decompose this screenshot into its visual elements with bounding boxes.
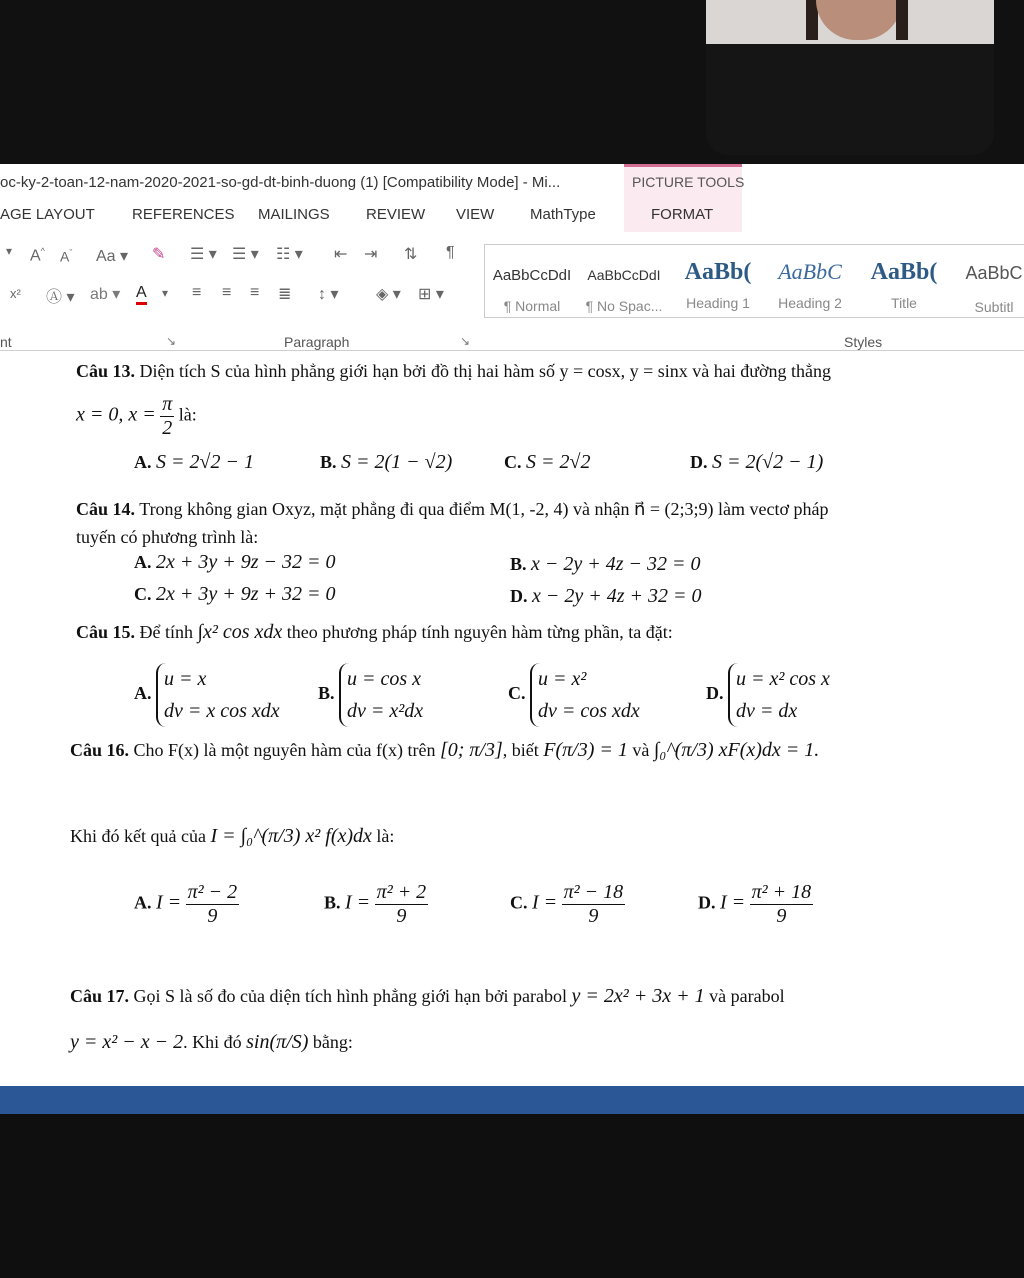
q16-line2 — [70, 825, 394, 848]
align-right-icon[interactable]: ≡ — [250, 284, 260, 301]
q15-c-u: u = x² — [538, 668, 587, 690]
q13-c: S = 2√2 — [526, 451, 591, 473]
q13-bounds: x = 0, x = — [76, 403, 156, 426]
style-no-spacing[interactable] — [579, 259, 669, 314]
q16-line2-text: Khi đó kết quả của — [70, 826, 206, 846]
q16-a-fraction — [186, 881, 240, 928]
paragraph-dialog-launcher-icon[interactable]: ↘ — [460, 334, 471, 348]
q16-option-c: C. I = $\frac{\text{π² − 18}}{9}$ — [510, 881, 624, 927]
q15-a-u: u = x — [164, 668, 207, 690]
option-label: B. — [318, 683, 335, 704]
q15-d-system — [728, 663, 830, 727]
tab-view[interactable]: VIEW — [456, 206, 495, 223]
q15-text: theo phương pháp tính nguyên hàm từng phần, ta đặt: — [286, 622, 673, 642]
webcam-overlay — [706, 0, 994, 155]
q16-a-num: π² − 2 — [187, 881, 238, 903]
font-color-dropdown-icon[interactable]: ▾ — [162, 286, 169, 300]
q16-integral-i: I = ∫₀^(π/3) x² f(x)dx — [210, 825, 372, 847]
q16-c-num: π² − 18 — [563, 881, 624, 903]
option-label: C. — [510, 892, 528, 913]
bullets-icon[interactable]: ☰ ▾ — [190, 246, 217, 263]
style-preview: AaBb( — [684, 259, 752, 285]
highlight-icon[interactable]: ab ▾ — [90, 286, 121, 303]
q13-option-b — [320, 451, 452, 474]
status-bar — [0, 1086, 1024, 1114]
tab-references[interactable]: REFERENCES — [132, 206, 235, 223]
q15-pre: Để tính — [139, 622, 194, 642]
style-name: ¶ Normal — [503, 298, 561, 314]
q16-option-d: D. I = $\frac{\text{π² + 18}}{9}$ — [698, 881, 812, 927]
line-spacing-icon[interactable]: ↕ ▾ — [318, 286, 339, 303]
tab-format[interactable]: FORMAT — [651, 206, 714, 223]
screen-bottom-area — [0, 1114, 1024, 1278]
q14-c: 2x + 3y + 9z + 32 = 0 — [156, 583, 336, 605]
q16-text2: , biết — [502, 740, 539, 760]
style-preview: AaBbC — [778, 259, 842, 284]
q15-a-dv: dv = x cos xdx — [164, 700, 280, 722]
style-normal[interactable] — [487, 259, 577, 314]
option-label: A. — [134, 683, 152, 704]
option-label: D. — [510, 586, 528, 606]
q13-tail: là: — [178, 404, 197, 425]
style-heading-1[interactable] — [673, 259, 763, 311]
q14-text: Trong không gian Oxyz, mặt phẳng đi qua điểm M(1, -2, 4) và nhận n⃗ = (2;3;9) làm vectơ pháp — [139, 499, 829, 519]
q15-b-system — [339, 663, 423, 727]
q14-b: x − 2y + 4z − 32 = 0 — [531, 553, 701, 575]
style-name: Heading 2 — [778, 295, 842, 311]
q14-option-a — [134, 551, 336, 574]
style-name: Title — [891, 295, 917, 311]
q13-fraction — [160, 393, 174, 440]
q16-text1: Cho F(x) là một nguyên hàm của f(x) trên — [133, 740, 436, 760]
q16-and: và — [632, 740, 650, 760]
sort-icon[interactable]: ⇅ — [404, 246, 418, 263]
q15-option-d — [706, 663, 830, 727]
q16-b-num: π² + 2 — [376, 881, 427, 903]
q17-eq1: y = 2x² + 3x + 1 — [571, 985, 705, 1007]
tab-page-layout[interactable]: AGE LAYOUT — [0, 206, 95, 223]
q14-option-b — [510, 553, 701, 576]
q14-option-d — [510, 585, 702, 608]
style-name: ¶ No Spac... — [585, 298, 663, 314]
style-preview: AaBbC — [965, 263, 1023, 283]
shading-icon[interactable]: ◈ ▾ — [376, 286, 401, 303]
change-case-icon[interactable]: Aa ▾ — [96, 248, 129, 265]
q14-option-c — [134, 583, 336, 606]
q17-number: Câu 17. — [70, 986, 130, 1006]
option-label: A. — [134, 452, 152, 472]
option-label: D. — [706, 683, 724, 704]
q16-line1 — [70, 739, 819, 762]
ribbon — [0, 232, 1024, 351]
q13-frac-bottom: 2 — [162, 417, 173, 439]
q17-eq2: y = x² − x − 2 — [70, 1031, 184, 1053]
text-effects-icon[interactable]: Ⓐ ▾ — [46, 289, 75, 306]
q16-c-fraction — [562, 881, 626, 928]
group-paragraph-label: Paragraph — [284, 334, 350, 350]
q17-text: Gọi S là số đo của diện tích hình phẳng giới hạn bởi parabol — [133, 986, 567, 1006]
q16-a-den: 9 — [207, 905, 218, 927]
style-preview: AaBb( — [870, 259, 938, 285]
webcam-hair-right — [896, 0, 908, 40]
option-label: D. — [690, 452, 708, 472]
style-preview: AaBbCcDdI — [587, 267, 661, 283]
q14-line1 — [76, 499, 829, 520]
q13-line2 — [76, 393, 197, 440]
q14-a: 2x + 3y + 9z − 32 = 0 — [156, 551, 336, 573]
tab-review[interactable]: REVIEW — [366, 206, 426, 223]
q13-a: S = 2√2 − 1 — [156, 451, 254, 473]
decrease-indent-icon[interactable]: ⇤ — [334, 246, 348, 263]
q15-c-system — [530, 663, 640, 727]
group-styles-label: Styles — [844, 334, 883, 350]
q15-c-dv: dv = cos xdx — [538, 700, 640, 722]
q14-number: Câu 14. — [76, 499, 136, 519]
q13-frac-top: π — [162, 393, 173, 415]
q15-option-a — [134, 663, 280, 727]
q15-option-b — [318, 663, 423, 727]
clear-format-icon[interactable]: ✎ — [152, 246, 166, 263]
numbering-icon[interactable]: ☰ ▾ — [232, 246, 259, 263]
q16-c-den: 9 — [588, 905, 599, 927]
show-marks-icon[interactable]: ¶ — [446, 244, 455, 261]
q16-cond2: ∫₀^(π/3) xF(x)dx = 1. — [653, 739, 820, 761]
q15-b-dv: dv = x²dx — [347, 700, 424, 722]
q15-line1 — [76, 621, 673, 644]
option-label: C. — [134, 584, 152, 604]
borders-icon[interactable]: ⊞ ▾ — [418, 286, 444, 303]
option-label: C. — [508, 683, 526, 704]
q13-text: Diện tích S của hình phẳng giới hạn bởi đồ thị hai hàm số y = cosx, y = sinx và hai đường thẳng — [139, 361, 832, 381]
q16-tail: là: — [376, 826, 395, 846]
option-label: B. — [510, 554, 527, 574]
group-font-label: nt — [0, 334, 12, 350]
q17-text3: . Khi đó — [183, 1032, 242, 1052]
style-title[interactable] — [859, 259, 949, 311]
option-label: A. — [134, 552, 152, 572]
q16-d-den: 9 — [776, 905, 787, 927]
title-bar — [0, 164, 1024, 198]
q16-option-b: B. I = $\frac{\text{π² + 2}}{9}$ — [324, 881, 427, 927]
q13-number: Câu 13. — [76, 361, 136, 381]
font-color-icon[interactable]: A — [136, 284, 147, 305]
option-label: B. — [324, 892, 341, 913]
option-label: D. — [698, 892, 716, 913]
q17-tail: bằng: — [312, 1032, 353, 1052]
q16-option-a: A. I = $\frac{\text{π² − 2}}{9}$ — [134, 881, 238, 927]
q17-text2: và parabol — [709, 986, 785, 1006]
tab-mailings[interactable]: MAILINGS — [258, 206, 330, 223]
font-dialog-launcher-icon[interactable]: ↘ — [166, 334, 177, 348]
multilevel-list-icon[interactable]: ☷ ▾ — [276, 246, 303, 263]
q16-b-fraction — [375, 881, 429, 928]
q13-d: S = 2(√2 − 1) — [712, 451, 824, 473]
q17-sin: sin(π/S) — [246, 1031, 309, 1053]
picture-tools-label: PICTURE TOOLS — [632, 174, 745, 190]
q13-line1 — [76, 361, 831, 382]
q14-d: x − 2y + 4z + 32 = 0 — [532, 585, 702, 607]
grow-font-icon[interactable]: A^ — [30, 246, 45, 265]
q16-number: Câu 16. — [70, 740, 130, 760]
style-name: Heading 1 — [686, 295, 750, 311]
q16-interval: [0; π/3] — [439, 739, 503, 761]
style-preview: AaBbCcDdI — [492, 267, 572, 284]
q17-line2 — [70, 1031, 353, 1054]
option-label: B. — [320, 452, 337, 472]
q15-integral: ∫x² cos xdx — [197, 621, 283, 643]
align-left-icon[interactable]: ≡ — [192, 284, 202, 301]
font-dropdown-arrow-icon[interactable]: ▾ — [6, 244, 13, 258]
q15-number: Câu 15. — [76, 622, 136, 642]
superscript-icon[interactable]: x² — [10, 286, 21, 301]
q13-b: S = 2(1 − √2) — [341, 451, 453, 473]
window-title: oc-ky-2-toan-12-nam-2020-2021-so-gd-dt-binh-duong (1) [Compatibility Mode] - Mi... — [0, 174, 561, 191]
q17-line1 — [70, 985, 785, 1008]
word-window — [0, 164, 1024, 1114]
justify-icon[interactable]: ≣ — [278, 286, 292, 303]
style-name: Subtitl — [974, 299, 1014, 315]
q15-d-dv: dv = dx — [736, 700, 798, 722]
q14-line2: tuyến có phương trình là: — [76, 527, 259, 547]
align-center-icon[interactable]: ≡ — [222, 284, 232, 301]
styles-gallery — [484, 244, 1024, 318]
q15-a-system — [156, 663, 280, 727]
style-subtitle[interactable] — [949, 259, 1024, 315]
increase-indent-icon[interactable]: ⇥ — [364, 246, 378, 263]
q13-option-c — [504, 451, 590, 474]
q13-option-a — [134, 451, 254, 474]
q16-cond1: F(π/3) = 1 — [543, 739, 628, 761]
q15-d-u: u = x² cos x — [736, 668, 830, 690]
option-label: A. — [134, 892, 152, 913]
q16-b-den: 9 — [396, 905, 407, 927]
shrink-font-icon[interactable]: $A^ˇ$ — [60, 248, 73, 265]
option-label: C. — [504, 452, 522, 472]
q15-b-u: u = cos x — [347, 668, 422, 690]
ribbon-tabs — [0, 198, 1024, 232]
tab-mathtype[interactable]: MathType — [530, 206, 596, 223]
q13-option-d — [690, 451, 823, 474]
q15-option-c — [508, 663, 640, 727]
q16-d-fraction — [750, 881, 814, 928]
document-page[interactable] — [0, 351, 1024, 1091]
style-heading-2[interactable] — [765, 259, 855, 311]
q16-d-num: π² + 18 — [751, 881, 812, 903]
